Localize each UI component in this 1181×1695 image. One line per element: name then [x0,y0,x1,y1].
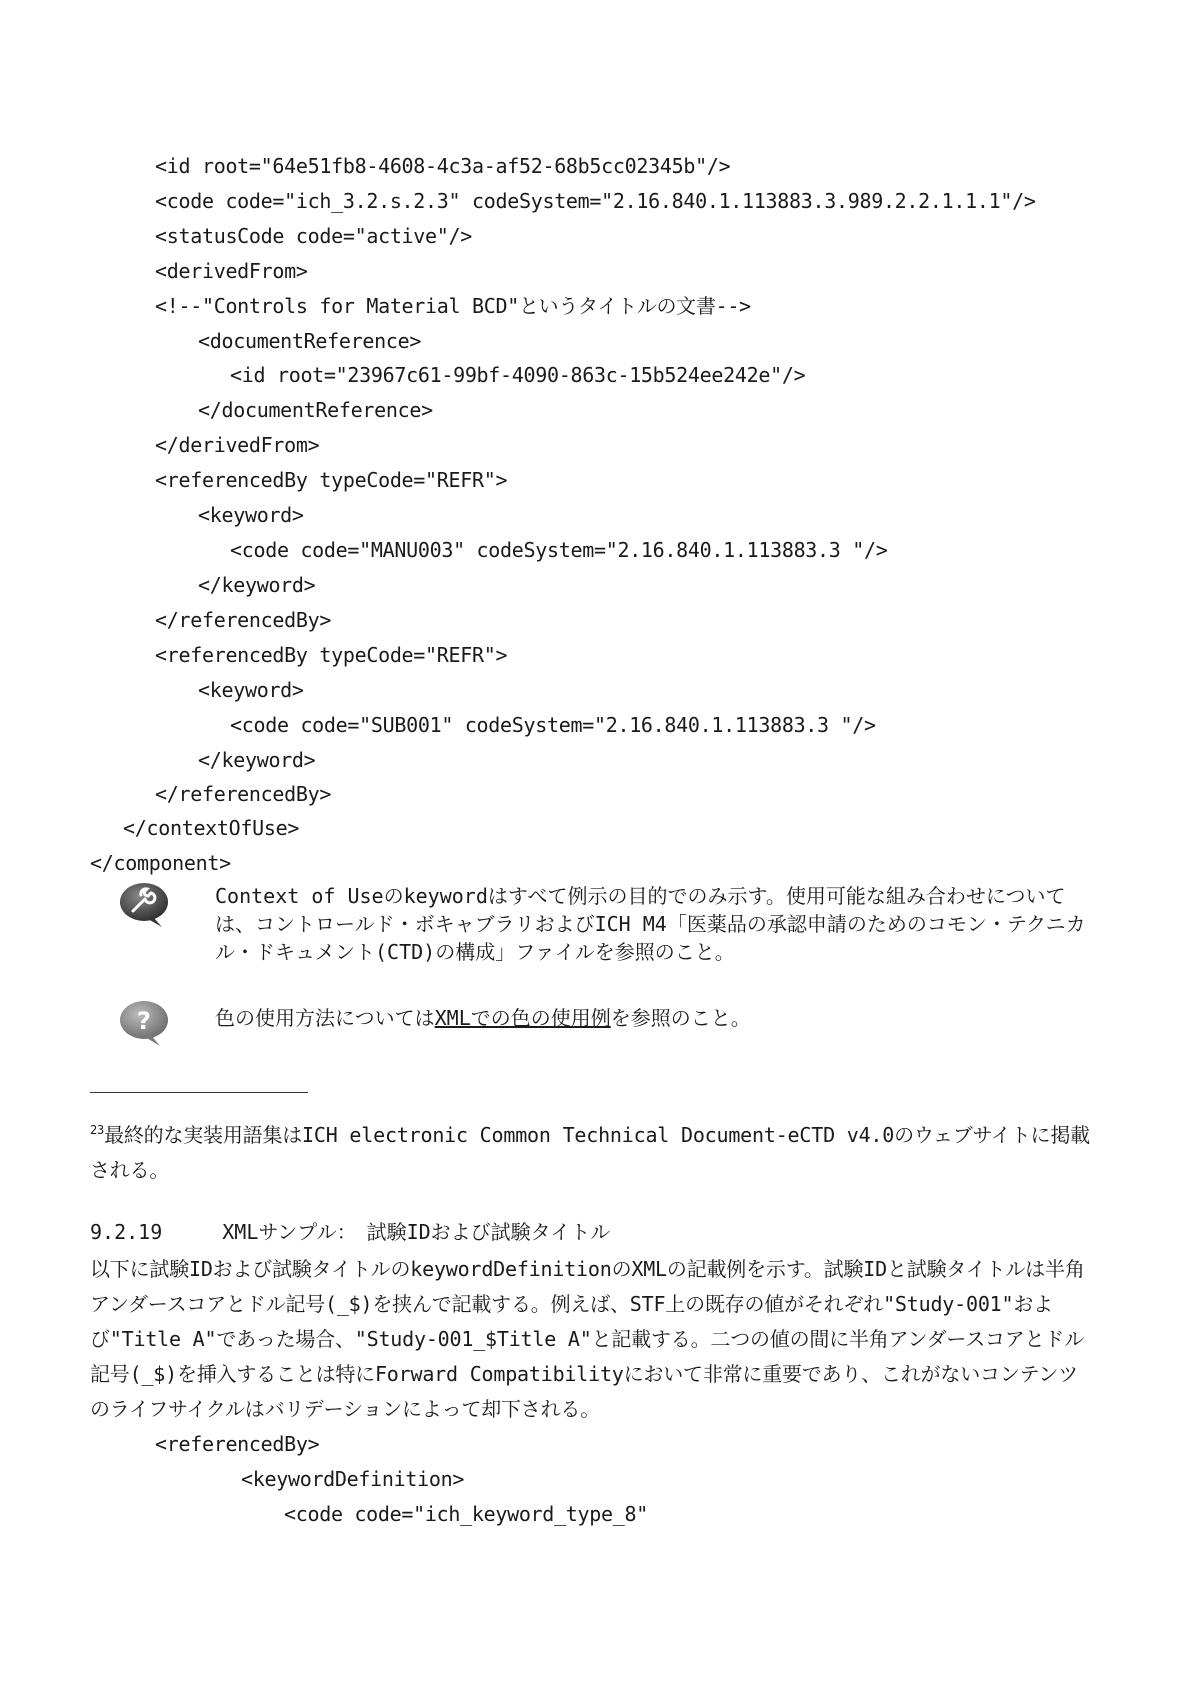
code-line: </component> [90,851,231,875]
code-line: <code code="MANU003" codeSystem="2.16.840.1.113883.3 "/> [230,538,888,562]
footnote-number: 23 [90,1123,105,1137]
code-line: <keyword> [198,678,304,702]
code-line: </contextOfUse> [123,816,300,840]
code-line: <documentReference> [198,329,422,353]
code-line: <statusCode code="active"/> [155,224,473,248]
footnote: $^{23}$最終的な実装用語集はICH electronic Common Technical Document-eCTD v4.0のウェブサイトに掲載される。 [90,1123,1090,1182]
code-line: <referencedBy> [155,1432,320,1456]
code-line: <keywordDefinition> [241,1467,465,1491]
section-title: XMLサンプル： 試験IDおよび試験タイトル [222,1220,611,1244]
code-line: <id root="64e51fb8-4608-4c3a-af52-68b5cc02345b"/> [155,154,731,178]
question-note-text: 色の使用方法についてはXMLでの色の使用例を参照のこと。 [215,1006,751,1030]
wrench-speech-bubble-icon [118,880,170,930]
code-comment-line: <!--"Controls for Material BCD"というタイトルの文書--> [155,294,751,318]
question-speech-bubble-icon [118,998,170,1048]
code-line: <keyword> [198,503,304,527]
code-line: <referencedBy typeCode="REFR"> [155,643,508,667]
code-line: <derivedFrom> [155,259,308,283]
footnote-divider [90,1092,308,1093]
code-line: </referencedBy> [155,782,332,806]
code-line: <code code="SUB001" codeSystem="2.16.840.1.113883.3 "/> [230,713,876,737]
section-number: 9.2.19 [90,1220,163,1244]
code-line: </derivedFrom> [155,433,320,457]
section-heading [90,1218,610,1246]
svg-text:?: ? [137,1007,151,1035]
code-line: <referencedBy typeCode="REFR"> [155,468,508,492]
code-line: </referencedBy> [155,608,332,632]
tool-note-text: Context of Useのkeywordはすべて例示の目的でのみ示す。使用可能な組み合わせについては、コントロールド・ボキャブラリおよびICH M4「医薬品の承認申請のためのコモン・テクニカル・ドキュメント(CTD)の構成」ファイルを参照のこと。 [215,884,1086,964]
color-usage-link[interactable]: XMLでの色の使用例 [434,1006,611,1030]
code-line: <code code="ich_3.2.s.2.3" codeSystem="2.16.840.1.113883.3.989.2.2.1.1.1"/> [155,189,1036,213]
code-line: </keyword> [198,573,316,597]
code-line: </keyword> [198,748,316,772]
code-line: <id root="23967c61-99bf-4090-863c-15b524ee242e"/> [230,363,806,387]
code-line: <code code="ich_keyword_type_8" [284,1502,648,1526]
code-line: </documentReference> [198,398,433,422]
section-body: 以下に試験IDおよび試験タイトルのkeywordDefinitionのXMLの記載例を示す。試験IDと試験タイトルは半角アンダースコアとドル記号(_$)を挟んで記載する。例えば、STF上の既存の値がそれぞれ"Study-001"および"Title A"であった場合、"Study-001_$Title A"と記載する。二つの値の間に半角アンダースコアとドル記号(_$)を挿入することは特にForward Compatibilityにおいて非常に重要であり、これがないコンテンツのライフサイクルはバリデーションによって却下される。 [90,1257,1085,1421]
